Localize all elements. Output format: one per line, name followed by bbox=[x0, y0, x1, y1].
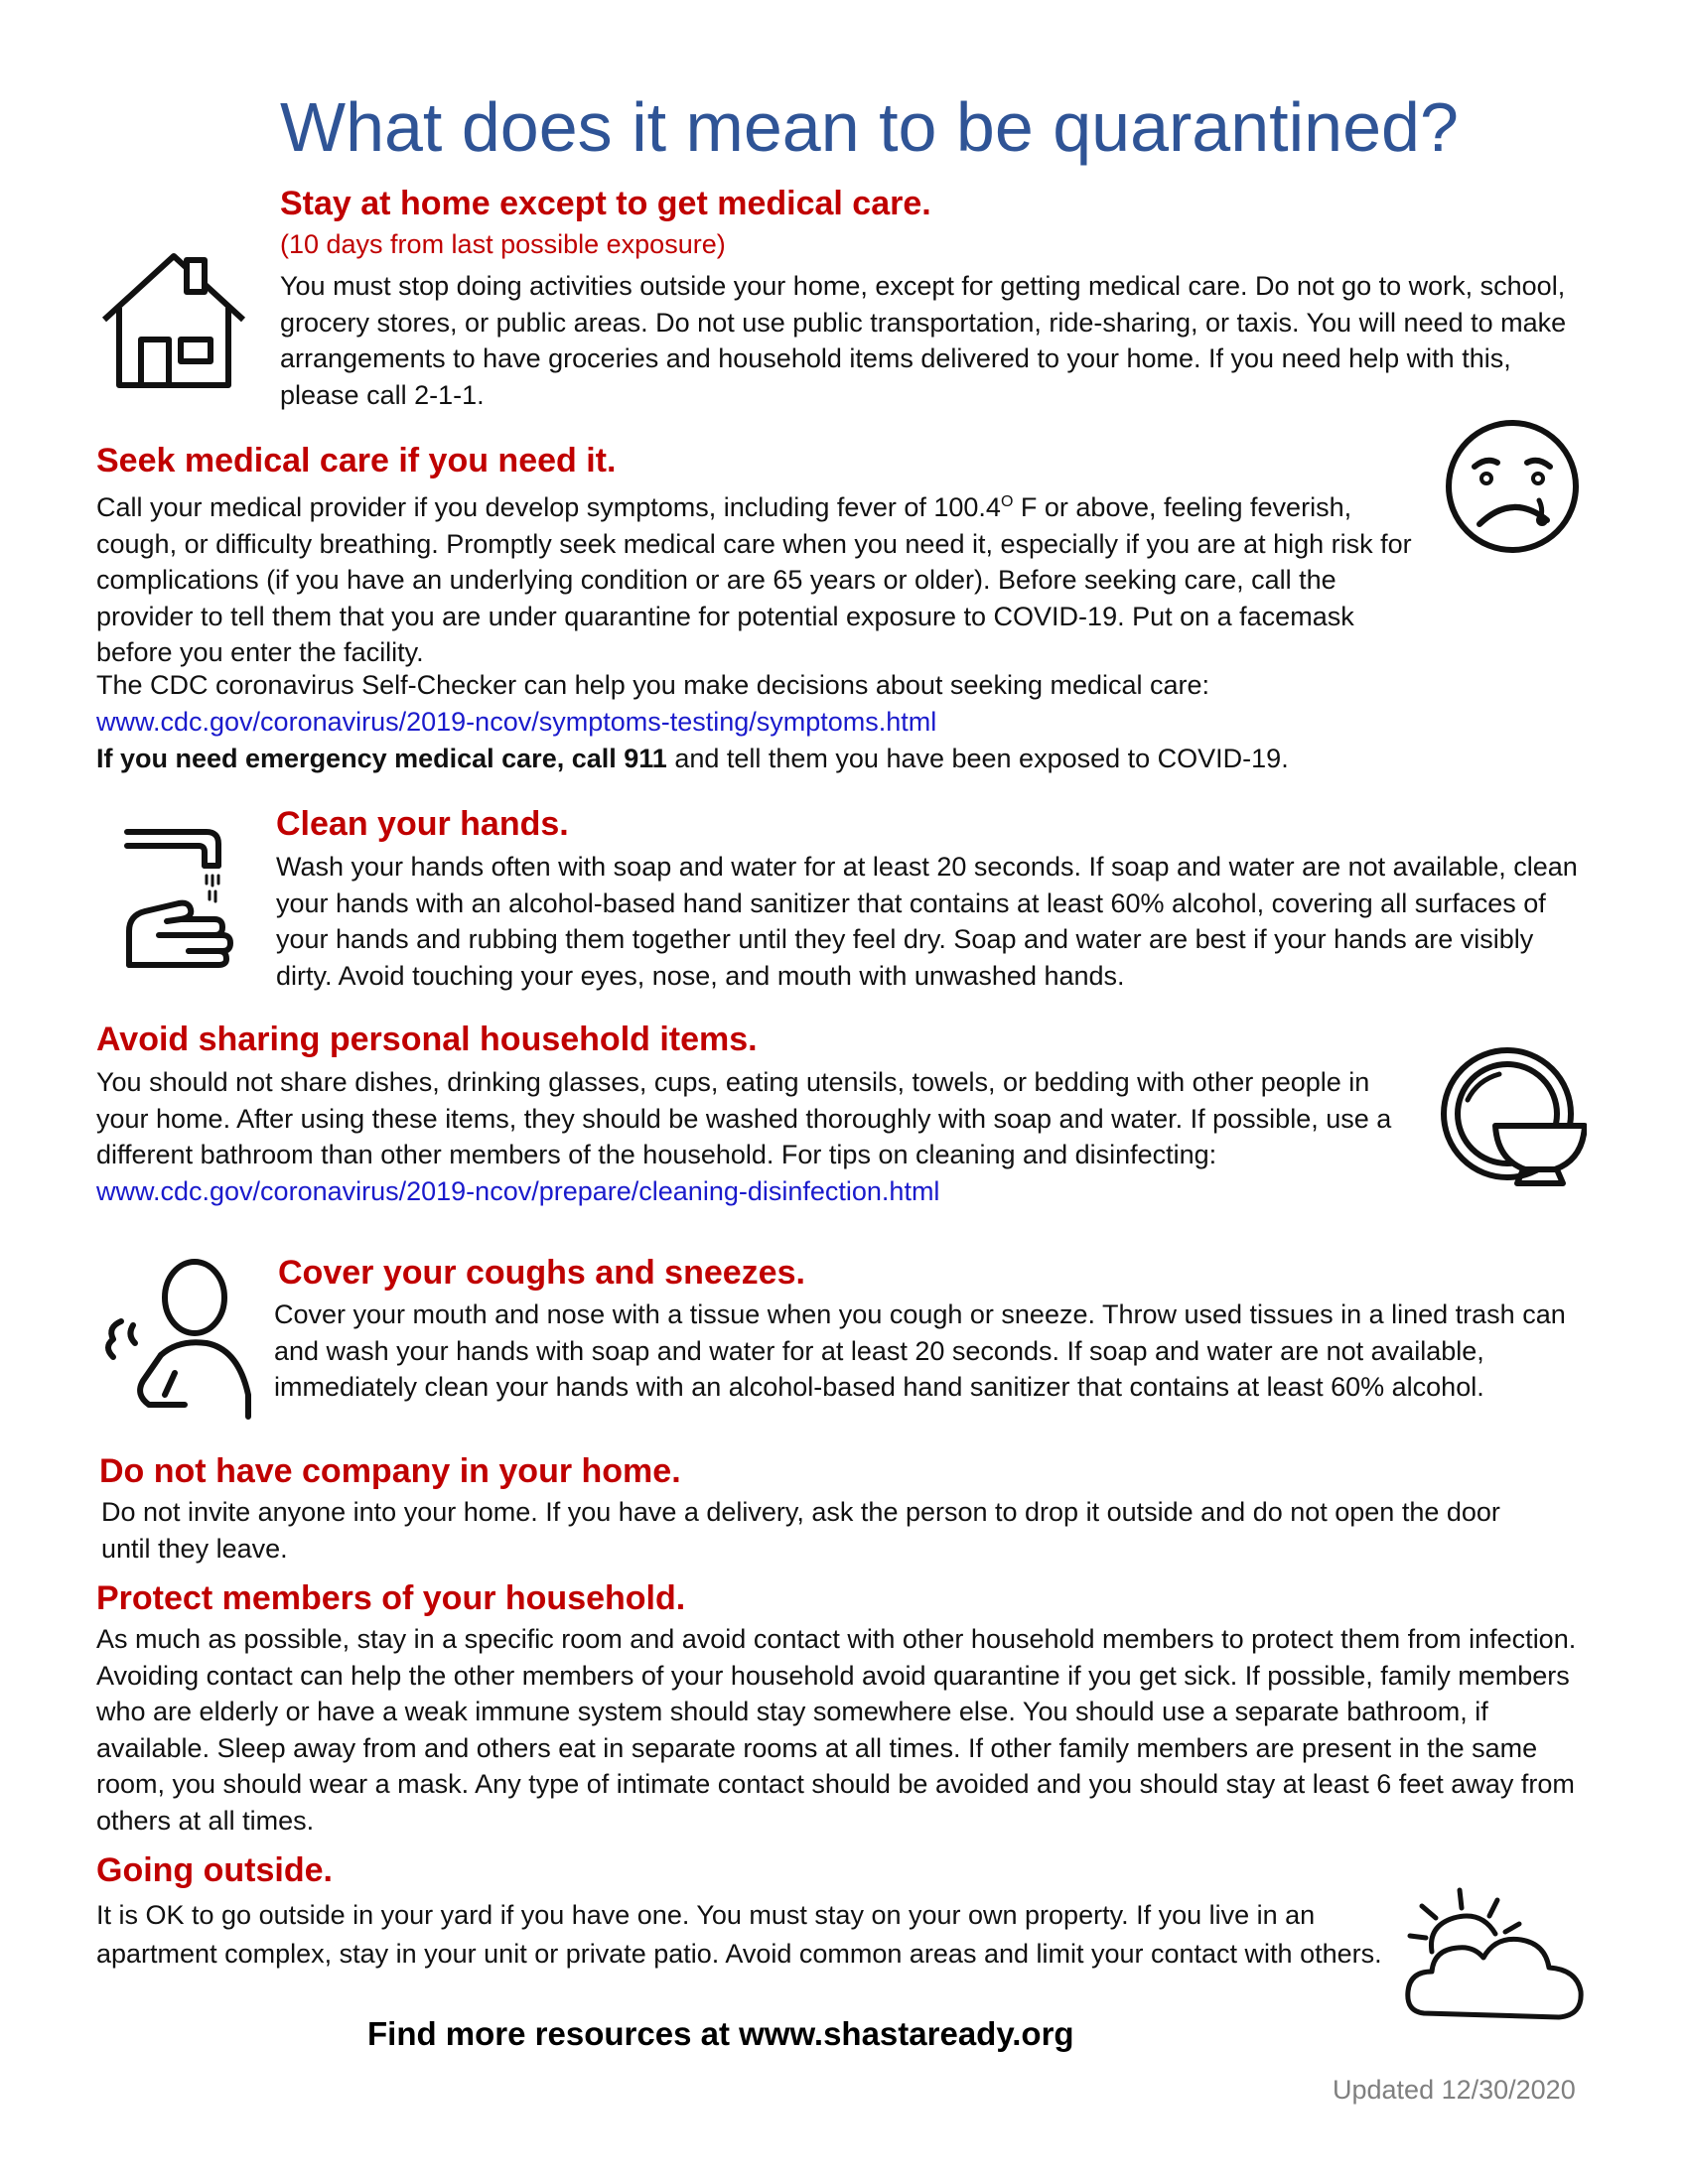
emergency-bold: If you need emergency medical care, call 911 bbox=[96, 744, 667, 773]
section-body-no-company: Do not invite anyone into your home. If you have a delivery, ask the person to drop it outside and do not open the door until they leave. bbox=[101, 1497, 1500, 1564]
avoid-sharing-text: You should not share dishes, drinking glasses, cups, eating utensils, towels, or bedding with other people in your home. After using these items, they should be washed thoroughly with soap and water. If possible, use a different bathroom than other members of the household. For tips on cleaning and disinfecting: bbox=[96, 1067, 1392, 1169]
emergency-rest: and tell them you have been exposed to COVID-19. bbox=[666, 744, 1289, 773]
resources-footer: Find more resources at www.shastaready.org bbox=[367, 2015, 1074, 2052]
section-heading-going-outside: Going outside. bbox=[96, 1851, 333, 1889]
page-title: What does it mean to be quarantined? bbox=[280, 88, 1459, 166]
seek-care-text-1: Call your medical provider if you develop symptoms, including fever of 100.4 bbox=[96, 492, 1001, 522]
sick-face-icon bbox=[1440, 417, 1585, 556]
emergency-text bbox=[96, 741, 1586, 777]
section-body-cover-coughs: Cover your mouth and nose with a tissue when you cough or sneeze. Throw used tissues in a lined trash can and wash your hands with soap and water for at least 20 seconds. If soap and water are not available, immediately clean your hands with an alcohol-based hand sanitizer that contains at least 60% alcohol. bbox=[274, 1299, 1566, 1402]
section-heading-clean-hands: Clean your hands. bbox=[276, 805, 569, 843]
section-body-stay-home: You must stop doing activities outside your home, except for getting medical care. Do not go to work, school, grocery stores, or public areas. Do not use public transportation, ride-sharing, or taxis. You will need to make arrangements to have groceries and household items delivered to your home. If you need help with this, please call 2-1-1. bbox=[280, 271, 1567, 410]
section-heading-no-company: Do not have company in your home. bbox=[99, 1452, 681, 1490]
section-body-going-outside: It is OK to go outside in your yard if you have one. You must stay on your own property. If you live in an apartment complex, stay in your unit or private patio. Avoid common areas and limit your contact with others. bbox=[96, 1900, 1382, 1969]
dishes-icon bbox=[1438, 1042, 1587, 1189]
section-body-seek-care bbox=[96, 484, 1427, 671]
self-checker-link[interactable]: www.cdc.gov/coronavirus/2019-ncov/symptoms-testing/symptoms.html bbox=[96, 707, 937, 737]
section-heading-protect-household: Protect members of your household. bbox=[96, 1579, 686, 1617]
house-icon bbox=[99, 248, 248, 392]
section-heading-stay-home: Stay at home except to get medical care. bbox=[280, 185, 931, 222]
section-body-clean-hands: Wash your hands often with soap and water for at least 20 seconds. If soap and water are not available, clean your hands with an alcohol-based hand sanitizer that contains at least 60% alcohol, covering all surfaces of your hands and rubbing them together until they feel dry. Soap and water are best if your hands are visibly dirty. Avoid touching your eyes, nose, and mouth with unwashed hands. bbox=[276, 852, 1578, 991]
section-heading-cover-coughs: Cover your coughs and sneezes. bbox=[278, 1254, 805, 1292]
section-subheading-stay-home: (10 days from last possible exposure) bbox=[280, 229, 726, 259]
degree-symbol: O bbox=[1000, 493, 1014, 510]
self-checker-text: The CDC coronavirus Self-Checker can help you make decisions about seeking medical care: bbox=[96, 670, 1210, 700]
cleaning-disinfection-link[interactable]: www.cdc.gov/coronavirus/2019-ncov/prepare/cleaning-disinfection.html bbox=[96, 1175, 940, 1206]
section-body-avoid-sharing bbox=[96, 1064, 1407, 1209]
sun-cloud-icon bbox=[1402, 1886, 1587, 2035]
seek-care-text-2: F or above, feeling feverish, cough, or difficulty breathing. Promptly seek medical care when you need it, especially if you are at high risk for complications (if you have an underlying condition or are 65 years or older). Before seeking care, call the provider to tell them that you are under quarantine for potential exposure to COVID-19. Put on a facemask before you enter the facility. bbox=[96, 492, 1412, 667]
section-heading-avoid-sharing: Avoid sharing personal household items. bbox=[96, 1021, 758, 1058]
section-body-protect-household: As much as possible, stay in a specific room and avoid contact with other household members to protect them from infection. Avoiding contact can help the other members of your household avoid quarantine if you get sick. If possible, family members who are elderly or have a weak immune system should stay somewhere else. You should use a separate bathroom, if available. Sleep away from and others eat in separate rooms at all times. If other family members are present in the same room, you should wear a mask. Any type of intimate contact should be avoided and you should stay at least 6 feet away from others at all times. bbox=[96, 1624, 1577, 1836]
coughing-person-icon bbox=[99, 1256, 258, 1425]
section-heading-seek-care: Seek medical care if you need it. bbox=[96, 442, 617, 479]
updated-date: Updated 12/30/2020 bbox=[1333, 2075, 1576, 2105]
handwashing-icon bbox=[119, 824, 238, 973]
